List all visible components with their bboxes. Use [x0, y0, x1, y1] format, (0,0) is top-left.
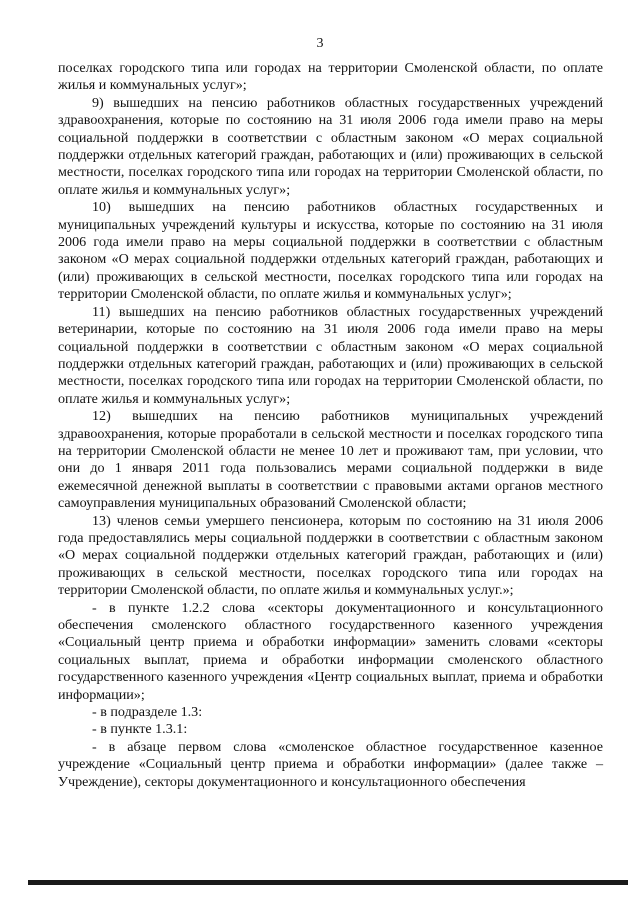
- paragraph-clause-1-3-1: - в пункте 1.3.1:: [92, 721, 188, 738]
- document-body: [58, 60, 603, 791]
- page-number: 3: [316, 36, 324, 51]
- bottom-divider: [28, 880, 628, 885]
- paragraph-item-10: 10) вышедших на пенсию работников областных государственных и муниципальных учреждений культуры и искусства, которые по состоянию на 31 июля 2006 года имели право на меры социальной поддержки в соответствии с областным законом «О мерах социальной поддержки отдельных категорий граждан, работающих и (или) проживающих в сельской местности, поселках городского типа или городах на территории Смоленской области, по оплате жилья и коммунальных услуг»;: [58, 199, 603, 303]
- paragraph-clause-1-2-2: - в пункте 1.2.2 слова «секторы документационного и консультационного обеспечения смоленского областного государственного казенного учреждения «Социальный центр приема и обработки информации» заменить словами «секторы социальных выплат, приема и обработки информации смоленского областного государственного казенного учреждения «Центр социальных выплат, приема и обработки информации»;: [58, 599, 603, 703]
- paragraph-item-12: 12) вышедших на пенсию работников муниципальных учреждений здравоохранения, которые проработали в сельской местности и поселках городского типа на территории Смоленской области не менее 10 лет и проживают там, при условии, что они до 1 января 2011 года пользовались мерами социальной поддержки в виде ежемесячной денежной выплаты в соответствии с правовыми актами органов местного самоуправления муниципальных образований Смоленской области;: [58, 408, 603, 512]
- paragraph-first-abzac: - в абзаце первом слова «смоленское областное государственное казенное учреждение «Социальный центр приема и обработки информации» (далее также – Учреждение), секторы документационного и консультационного обеспечения: [58, 738, 603, 790]
- paragraph-item-13: 13) членов семьи умершего пенсионера, которым по состоянию на 31 июля 2006 года предоставлялись меры социальной поддержки в соответствии с областным законом «О мерах социальной поддержки отдельных категорий граждан, работающих и (или) проживающих в сельской местности, поселках городского типа или городах на территории Смоленской области, по оплате жилья и коммунальных услуг.»;: [58, 512, 603, 599]
- paragraph-item-9: 9) вышедших на пенсию работников областных государственных учреждений здравоохранения, которые по состоянию на 31 июля 2006 года имели право на меры социальной поддержки в соответствии с областным законом «О мерах социальной поддержки отдельных категорий граждан, работающих и (или) проживающих в сельской местности, поселках городского типа или городах на территории Смоленской области, по оплате жилья и коммунальных услуг»;: [58, 94, 603, 198]
- paragraph-subsection-1-3: - в подразделе 1.3:: [92, 704, 203, 721]
- paragraph-continuation: поселках городского типа или городах на территории Смоленской области, по оплате жилья и коммунальных услуг»;: [58, 60, 603, 94]
- paragraph-item-11: 11) вышедших на пенсию работников областных государственных учреждений ветеринарии, которые по состоянию на 31 июля 2006 года имели право на меры социальной поддержки в соответствии с областным законом «О мерах социальной поддержки отдельных категорий граждан, работающих и (или) проживающих в сельской местности, поселках городского типа или городах на территории Смоленской области, по оплате жилья и коммунальных услуг»;: [58, 303, 603, 407]
